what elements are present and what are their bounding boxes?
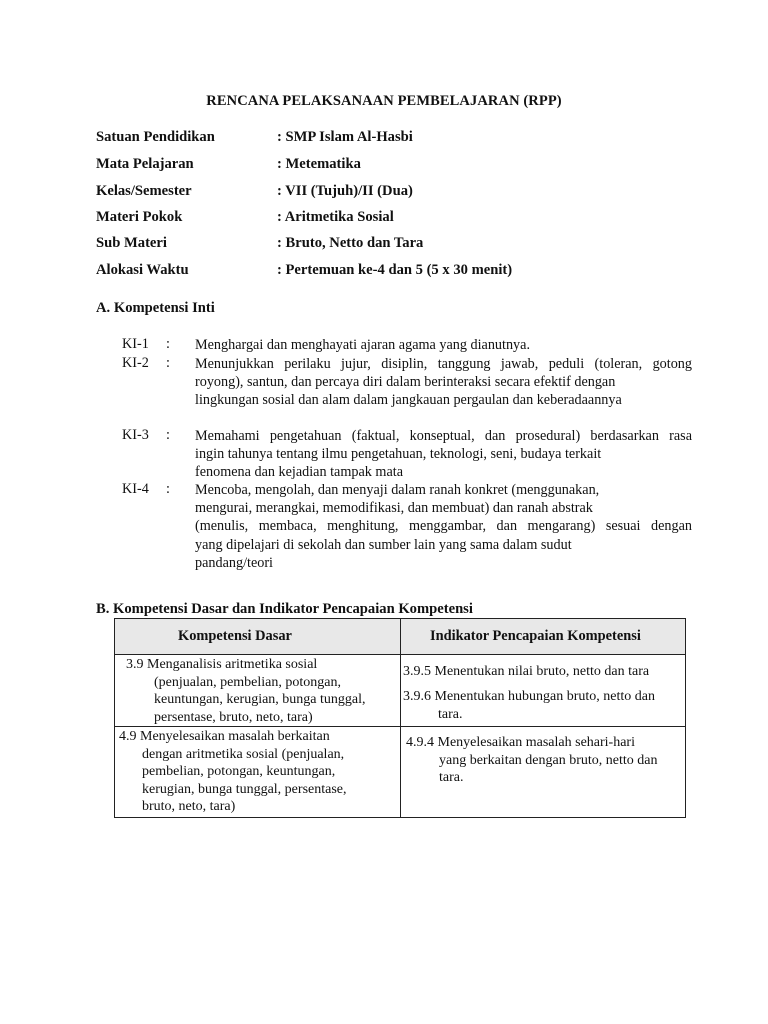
cell-line: yang berkaitan dengan bruto, netto dan	[439, 752, 658, 768]
ki-line: yang dipelajari di sekolah dan sumber lain yang sama dalam sudut	[195, 536, 572, 553]
ki-line: pandang/teori	[195, 554, 274, 571]
ki-line: Menghargai dan menghayati ajaran agama yang dianutnya.	[195, 337, 530, 353]
ki-line: Menunjukkan perilaku jujur, disiplin, tanggung jawab, peduli (toleran, gotong	[195, 356, 692, 372]
identity-value: : Pertemuan ke-4 dan 5 (5 x 30 menit)	[277, 262, 513, 278]
table-border-right	[685, 618, 686, 818]
identity-label: Kelas/Semester	[96, 183, 192, 199]
identity-label: Sub Materi	[96, 235, 167, 251]
section-a-heading: A. Kompetensi Inti	[96, 300, 215, 316]
cell-line: tara.	[438, 706, 463, 722]
ki-line: fenomena dan kejadian tampak mata	[195, 464, 403, 481]
ki-line: mengurai, merangkai, memodifikasi, dan membuat) dan ranah abstrak	[195, 500, 593, 517]
table-header-ipk: Indikator Pencapaian Kompetensi	[430, 628, 641, 644]
cell-line: 4.9 Menyelesaikan masalah berkaitan	[119, 729, 330, 744]
table-header-divider	[114, 654, 686, 655]
ki-code: KI-4	[122, 481, 149, 497]
cell-line: pembelian, potongan, keuntungan,	[142, 764, 336, 780]
table-cell-ipk-1a	[403, 663, 649, 681]
ki-colon: :	[166, 481, 170, 497]
identity-label: Materi Pokok	[96, 209, 183, 225]
ki-1-text	[195, 336, 692, 354]
cell-line: dengan aritmetika sosial (penjualan,	[142, 746, 345, 762]
cell-line: 3.9.6 Menentukan hubungan bruto, netto dan	[403, 689, 655, 704]
cell-line: (penjualan, pembelian, potongan,	[154, 674, 341, 690]
identity-value: : Aritmetika Sosial	[277, 209, 394, 225]
identity-label: Satuan Pendidikan	[96, 129, 215, 145]
page-title: RENCANA PELAKSANAAN PEMBELAJARAN (RPP)	[206, 93, 562, 109]
table-cell-ipk-1b	[403, 688, 655, 723]
table-header-kd: Kompetensi Dasar	[178, 628, 292, 644]
ki-line: Memahami pengetahuan (faktual, konseptual, dan prosedural) berdasarkan rasa	[195, 428, 692, 444]
ki-line: lingkungan sosial dan alam dalam jangkauan pergaulan dan keberadaannya	[195, 392, 622, 409]
competency-table	[114, 618, 686, 818]
ki-colon: :	[166, 355, 170, 371]
ki-line: royong), santun, dan percaya diri dalam berinteraksi secara efektif dengan	[195, 374, 616, 391]
cell-line: persentase, bruto, neto, tara)	[154, 709, 313, 725]
table-cell-kd-2	[119, 728, 347, 816]
cell-line: kerugian, bunga tunggal, persentase,	[142, 781, 347, 797]
cell-line: bruto, neto, tara)	[142, 799, 236, 815]
table-column-divider	[400, 618, 401, 818]
ki-code: KI-2	[122, 355, 149, 371]
ki-line: Mencoba, mengolah, dan menyaji dalam ranah konkret (menggunakan,	[195, 482, 600, 498]
cell-line: 3.9 Menganalisis aritmetika sosial	[126, 657, 318, 672]
ki-code: KI-3	[122, 427, 149, 443]
identity-value: : VII (Tujuh)/II (Dua)	[277, 183, 413, 199]
table-cell-ipk-2	[406, 734, 657, 787]
identity-label: Alokasi Waktu	[96, 262, 189, 278]
table-border-left	[114, 618, 115, 818]
identity-value: : Metematika	[277, 156, 361, 172]
ki-4-text	[195, 481, 692, 572]
cell-line: 4.9.4 Menyelesaikan masalah sehari-hari	[406, 735, 635, 750]
table-border-bottom	[114, 817, 686, 818]
ki-line: (menulis, membaca, menghitung, menggambar, dan mengarang) sesuai dengan	[195, 518, 692, 535]
identity-value: : SMP Islam Al-Hasbi	[277, 129, 413, 145]
cell-line: tara.	[439, 770, 464, 786]
ki-line: ingin tahunya tentang ilmu pengetahuan, teknologi, seni, budaya terkait	[195, 446, 602, 463]
table-border-top	[114, 618, 686, 619]
cell-line: keuntungan, kerugian, bunga tunggal,	[154, 692, 366, 708]
table-cell-kd-1	[126, 656, 366, 726]
ki-colon: :	[166, 336, 170, 352]
ki-2-text	[195, 355, 692, 410]
section-b-heading: B. Kompetensi Dasar dan Indikator Pencapaian Kompetensi	[96, 601, 473, 617]
cell-line: 3.9.5 Menentukan nilai bruto, netto dan tara	[403, 664, 650, 679]
identity-label: Mata Pelajaran	[96, 156, 194, 172]
ki-3-text	[195, 427, 692, 482]
ki-colon: :	[166, 427, 170, 443]
ki-code: KI-1	[122, 336, 149, 352]
identity-value: : Bruto, Netto dan Tara	[277, 235, 424, 251]
